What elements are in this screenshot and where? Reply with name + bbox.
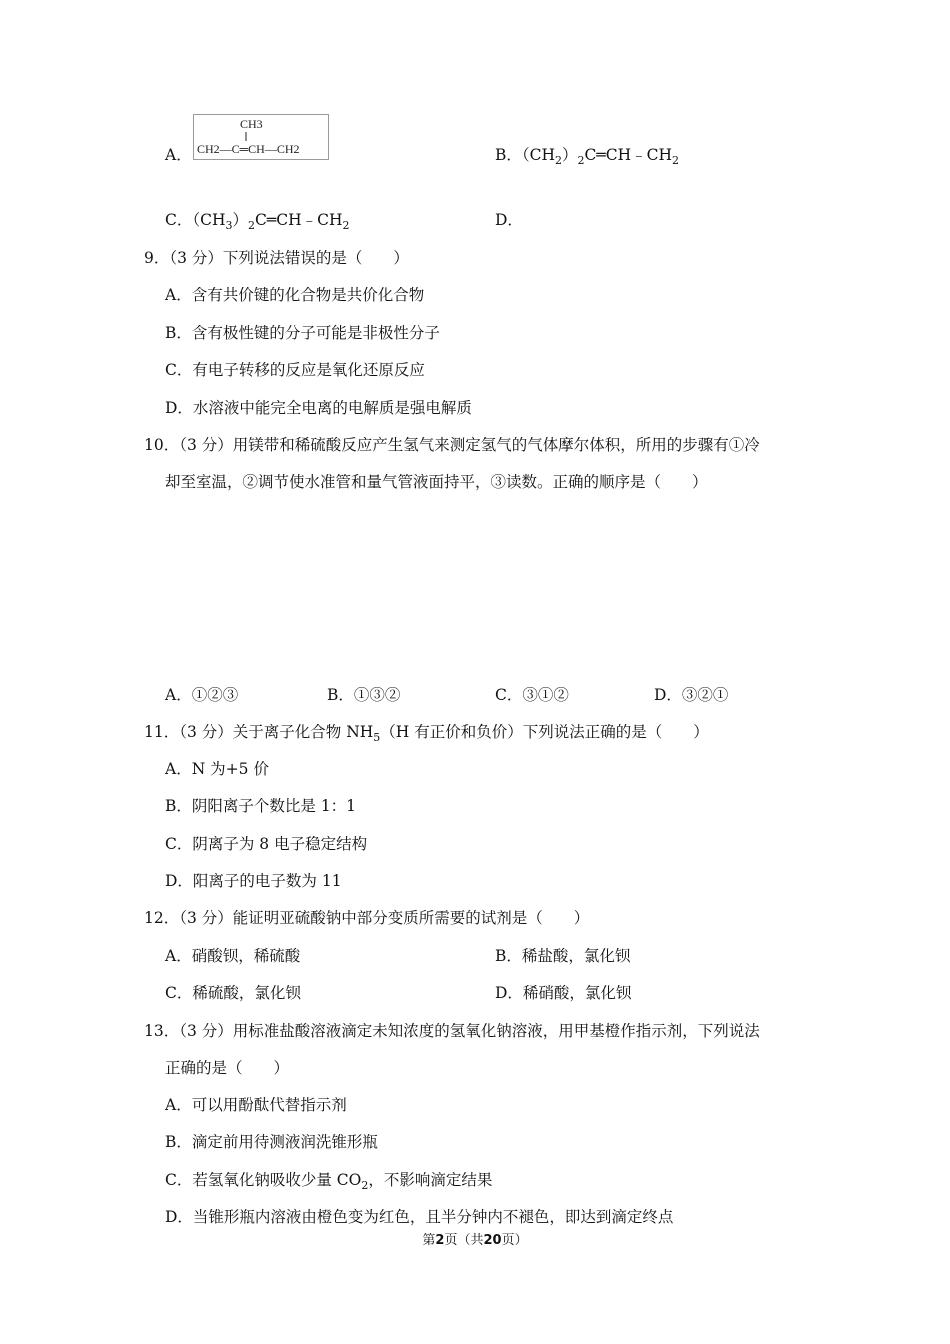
current-page-number: 2 — [435, 1233, 445, 1248]
struct-main-chain-text: CH2—C═CH—CH2 — [197, 142, 300, 156]
q13-option-b: B．滴定前用待测液润洗锥形瓶 — [165, 1133, 378, 1151]
q9-option-a: A．含有共价键的化合物是共价化合物 — [165, 286, 425, 304]
page-footer: 第2页（共20页） — [422, 1233, 528, 1248]
q12-option-d: D．稀硝酸，氯化钡 — [495, 984, 632, 1002]
q10-option-c: C．③①② — [495, 686, 569, 704]
q11-option-a: A．N 为+5 价 — [165, 760, 269, 778]
q9-option-c: C．有电子转移的反应是氧化还原反应 — [165, 361, 425, 379]
q10-option-b: B．①③② — [327, 686, 401, 704]
q8-option-b: B．$(CH_2)_2C═CH﹣CH_2$ — [495, 146, 679, 167]
q8-option-a-label: A． — [165, 146, 192, 164]
total-page-count: 20 — [483, 1233, 502, 1248]
q13-option-c: C．若氢氧化钠吸收少量 $CO_2$，不影响滴定结果 — [165, 1171, 493, 1192]
q9-option-b: B．含有极性键的分子可能是非极性分子 — [165, 324, 440, 342]
q10-option-a: A．①②③ — [165, 686, 239, 704]
q11-option-b: B．阴阳离子个数比是 1：1 — [165, 797, 357, 815]
q13-option-a: A．可以用酚酞代替指示剂 — [165, 1096, 347, 1114]
q13-stem-line1: 13．（3 分）用标准盐酸溶液滴定未知浓度的氢氧化钠溶液，用甲基橙作指示剂，下列说法 — [144, 1022, 760, 1040]
q10-stem-line2: 却至室温，②调节使水准管和量气管液面持平，③读数。正确的顺序是（ ） — [165, 473, 708, 491]
q12-option-c: C．稀硫酸，氯化钡 — [165, 984, 301, 1002]
q8-option-a-structure-image — [193, 114, 329, 160]
q10-stem-line1: 10．（3 分）用镁带和稀硫酸反应产生氢气来测定氢气的气体摩尔体积，所用的步骤有①冷 — [144, 436, 760, 454]
q11-option-c: C．阴离子为 8 电子稳定结构 — [165, 835, 368, 853]
q9-option-d: D．水溶液中能完全电离的电解质是强电解质 — [165, 399, 472, 417]
q13-stem-line2: 正确的是（ ） — [165, 1059, 290, 1077]
q8-option-d: D． — [495, 211, 523, 229]
q12-option-b: B．稀盐酸，氯化钡 — [495, 947, 631, 965]
q11-option-d: D．阳离子的电子数为 11 — [165, 872, 342, 890]
q13-option-d: D．当锥形瓶内溶液由橙色变为红色，且半分钟内不褪色，即达到滴定终点 — [165, 1208, 674, 1226]
q11-stem: 11．（3 分）关于离子化合物 $NH_5(H$ 有正价和负价）下列说法正确的是（ ） — [144, 723, 709, 744]
q12-option-a: A．硝酸钡，稀硫酸 — [165, 947, 301, 965]
struct-ch3-text: CH3 — [240, 117, 263, 131]
q12-stem: 12．（3 分）能证明亚硫酸钠中部分变质所需要的试剂是（ ） — [144, 909, 590, 927]
q9-stem: 9．（3 分）下列说法错误的是（ ） — [144, 249, 409, 267]
q8-option-c: C．$(CH_3)_2C═CH﹣CH_2$ — [165, 211, 350, 232]
q10-option-d: D．③②① — [654, 686, 729, 704]
